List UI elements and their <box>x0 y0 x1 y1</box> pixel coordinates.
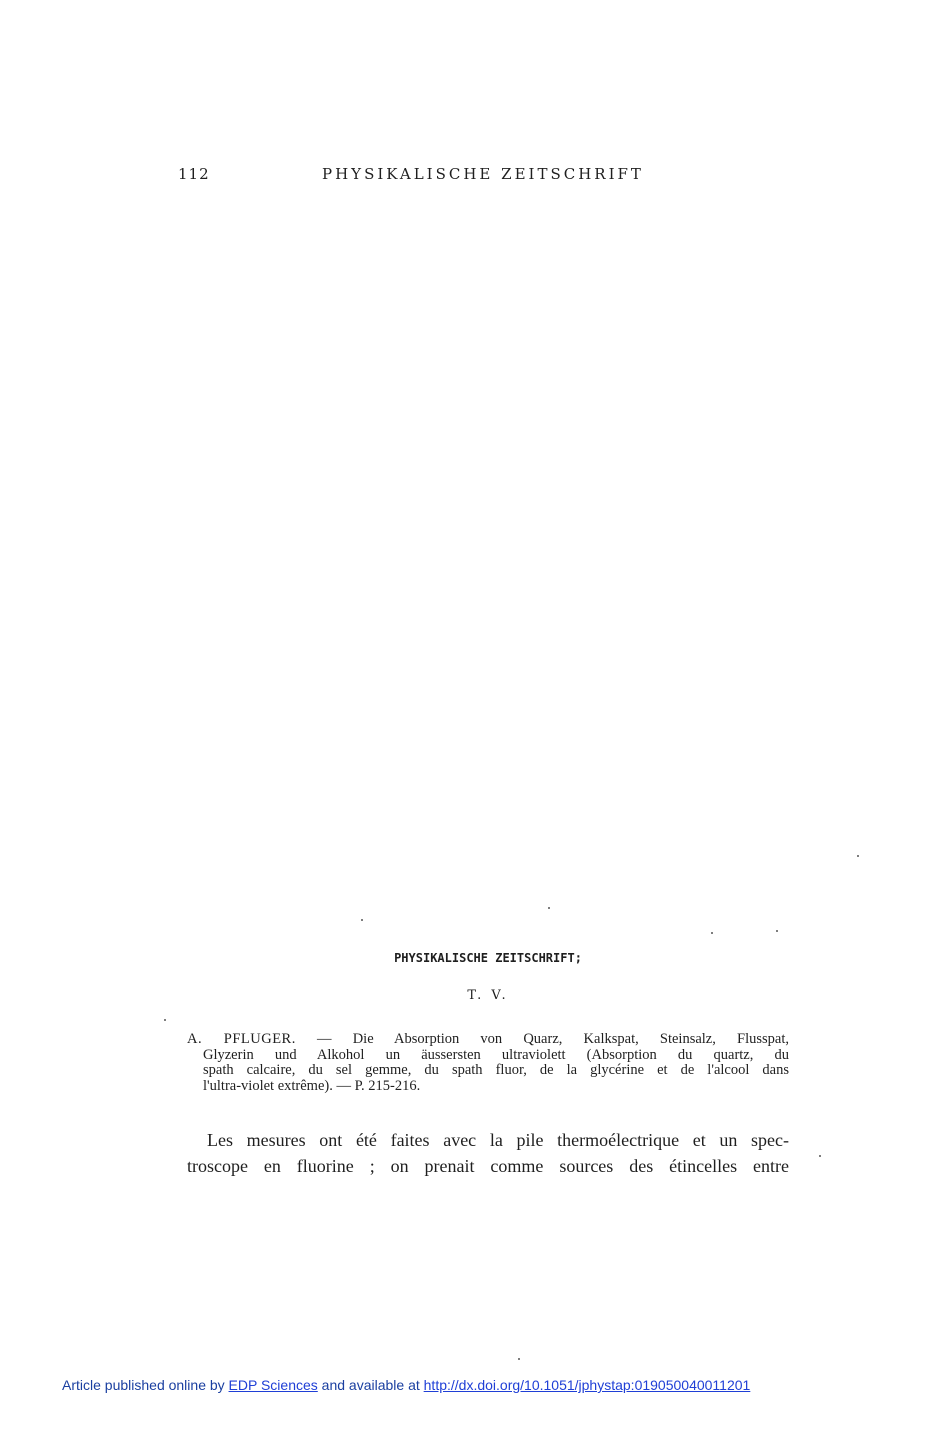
scan-speck <box>776 930 778 932</box>
abstract-line-text: — Die Absorption von Quarz, Kalkspat, Steinsalz, Flusspat, <box>295 1031 789 1047</box>
body-line: troscope en fluorine ; on prenait comme sources des étincelles entre <box>187 1156 789 1176</box>
publisher-link[interactable]: EDP Sciences <box>228 1377 318 1393</box>
publication-footer <box>62 1377 750 1393</box>
page-number: 112 <box>178 165 210 183</box>
body-line: Les mesures ont été faites avec la pile thermoélectrique et un spec- <box>207 1130 789 1150</box>
abstract-line <box>187 1032 789 1048</box>
footer-prefix: Article published online by <box>62 1377 229 1393</box>
scan-speck <box>711 932 713 934</box>
scan-speck <box>857 855 859 857</box>
abstract-line: l'ultra-violet extrême). — P. 215-216. <box>203 1077 421 1094</box>
abstract-line: Glyzerin und Alkohol un äussersten ultraviolett (Absorption du quartz, du <box>203 1046 789 1063</box>
volume-label: T. V. <box>467 988 509 1003</box>
abstract <box>187 1032 789 1094</box>
footer-middle: and available at <box>317 1377 424 1393</box>
section-heading: PHYSIKALISCHE ZEITSCHRIFT; <box>394 951 582 965</box>
scan-speck <box>164 1019 166 1021</box>
doi-link[interactable]: http://dx.doi.org/10.1051/jphystap:019050040011201 <box>423 1377 751 1393</box>
abstract-author: A. PFLUGER. <box>187 1031 296 1047</box>
scan-speck <box>361 919 363 921</box>
abstract-line: spath calcaire, du sel gemme, du spath fluor, de la glycérine et de l'alcool dans <box>203 1062 789 1078</box>
body-paragraph <box>187 1127 789 1179</box>
scan-speck <box>518 1358 520 1360</box>
running-head: PHYSIKALISCHE ZEITSCHRIFT <box>322 165 644 183</box>
scan-speck <box>819 1155 821 1157</box>
scan-speck <box>548 907 550 909</box>
